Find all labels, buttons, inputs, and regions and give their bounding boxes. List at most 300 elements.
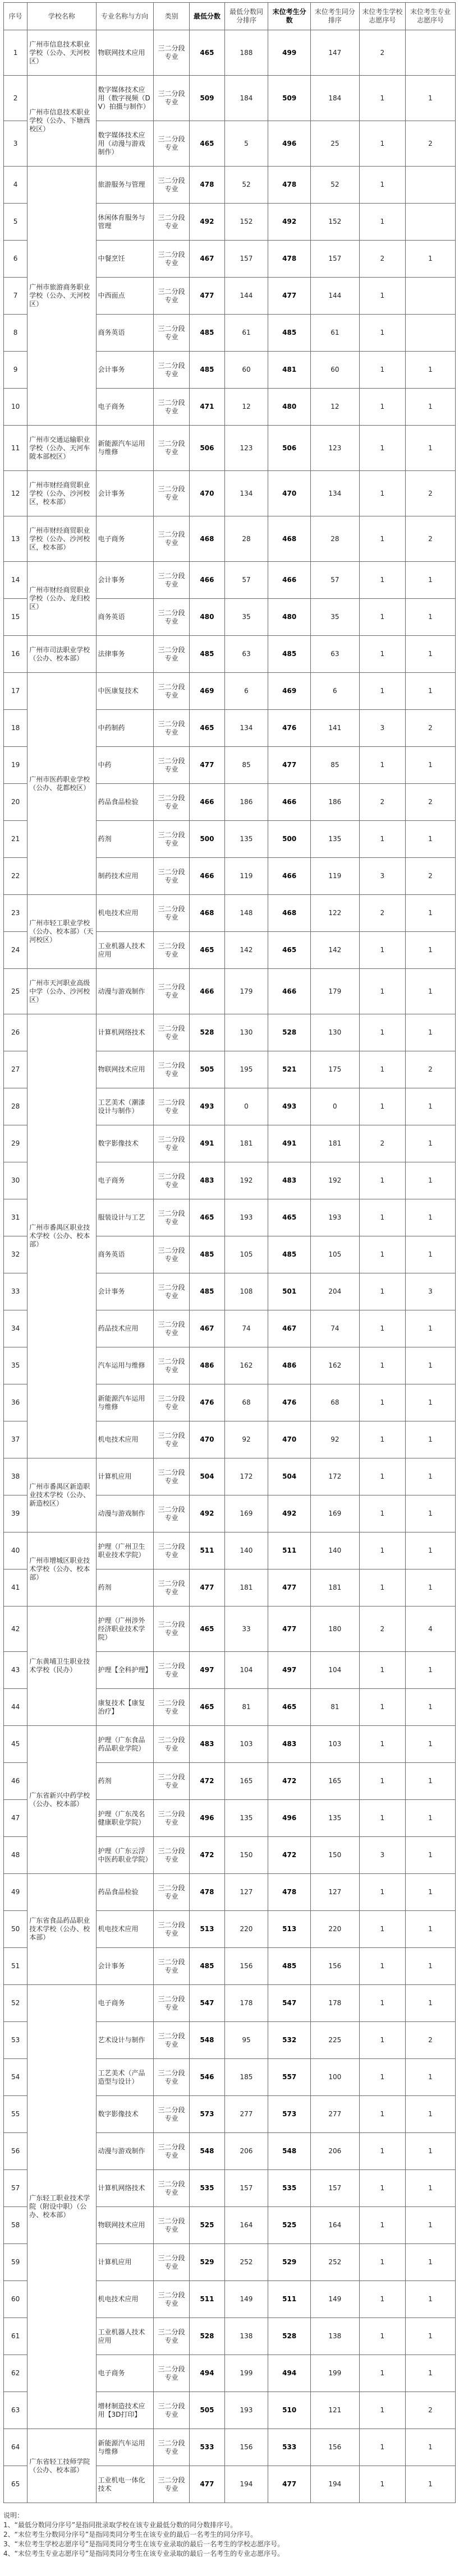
cell-school-pref: 2 <box>359 895 405 932</box>
cell-major: 药品食品检验 <box>96 784 153 821</box>
cell-major-pref: 1 <box>405 1421 455 1458</box>
cell-category: 三二分段专业 <box>153 352 189 389</box>
cell-no: 60 <box>4 2281 27 2318</box>
cell-last-score: 486 <box>268 1347 311 1384</box>
cell-category: 三二分段专业 <box>153 1837 189 1874</box>
cell-category: 三二分段专业 <box>153 2022 189 2059</box>
cell-min-rank: 57 <box>224 562 268 599</box>
cell-category: 三二分段专业 <box>153 747 189 784</box>
cell-school-pref: 1 <box>359 1985 405 2022</box>
cell-school: 广东省食品药品职业技术学校（公办、校本部） <box>27 1874 96 1985</box>
cell-last-score: 511 <box>268 2281 311 2318</box>
cell-no: 27 <box>4 1051 27 1088</box>
cell-min-score: 511 <box>190 1532 224 1569</box>
cell-school-pref: 1 <box>359 389 405 426</box>
cell-no: 29 <box>4 1125 27 1162</box>
cell-last-rank: 119 <box>310 858 359 895</box>
cell-no: 3 <box>4 121 27 167</box>
cell-school-pref: 1 <box>359 2244 405 2281</box>
table-row <box>4 969 456 1014</box>
note-line-1: 1、“最低分数同分序号”是指同批录取学校在该专业最低分数的同分数排序号。 <box>3 2521 237 2529</box>
cell-min-rank: 149 <box>224 2281 268 2318</box>
cell-last-rank: 157 <box>310 2170 359 2207</box>
cell-no: 45 <box>4 1726 27 1763</box>
cell-major: 会计事务 <box>96 1948 153 1985</box>
table-row <box>4 1874 456 1911</box>
cell-last-score: 528 <box>268 2318 311 2355</box>
cell-min-rank: 74 <box>224 1310 268 1347</box>
cell-min-score: 492 <box>190 1495 224 1532</box>
cell-min-rank: 164 <box>224 2207 268 2244</box>
cell-major: 计算机应用 <box>96 1458 153 1495</box>
cell-min-score: 467 <box>190 1310 224 1347</box>
cell-last-rank: 138 <box>310 2318 359 2355</box>
cell-school-pref: 1 <box>359 2022 405 2059</box>
cell-min-rank: 150 <box>224 1837 268 1874</box>
cell-no: 63 <box>4 2392 27 2429</box>
cell-last-rank: 12 <box>310 389 359 426</box>
cell-major-pref: 1 <box>405 1347 455 1384</box>
cell-category: 三二分段专业 <box>153 1310 189 1347</box>
cell-major-pref: 1 <box>405 1652 455 1689</box>
cell-major: 中医康复技术 <box>96 673 153 710</box>
cell-min-score: 529 <box>190 2244 224 2281</box>
cell-school-pref: 1 <box>359 1726 405 1763</box>
cell-major: 动漫与游戏制作 <box>96 1495 153 1532</box>
cell-no: 1 <box>4 30 27 76</box>
cell-last-score: 504 <box>268 1458 311 1495</box>
cell-major: 数字影像技术 <box>96 2096 153 2133</box>
cell-no: 22 <box>4 858 27 895</box>
cell-no: 12 <box>4 471 27 516</box>
cell-major-pref: 1 <box>405 2170 455 2207</box>
cell-school-pref: 1 <box>359 2133 405 2170</box>
cell-min-score: 528 <box>190 2318 224 2355</box>
cell-min-score: 477 <box>190 1569 224 1606</box>
cell-no: 2 <box>4 76 27 121</box>
cell-major-pref: 1 <box>405 1014 455 1051</box>
cell-major-pref: 2 <box>405 2022 455 2059</box>
cell-last-rank: 92 <box>310 1421 359 1458</box>
cell-major: 电子商务 <box>96 1162 153 1199</box>
cell-last-rank: 169 <box>310 1495 359 1532</box>
cell-no: 49 <box>4 1874 27 1911</box>
cell-category: 三二分段专业 <box>153 2355 189 2392</box>
cell-no: 11 <box>4 426 27 471</box>
cell-school-pref: 1 <box>359 1874 405 1911</box>
cell-major: 药剂 <box>96 821 153 858</box>
col-header-min-score: 最低分数 <box>190 3 224 30</box>
cell-category: 三二分段专业 <box>153 1689 189 1726</box>
cell-category: 三二分段专业 <box>153 673 189 710</box>
cell-min-score: 466 <box>190 784 224 821</box>
cell-major-pref: 1 <box>405 2355 455 2392</box>
cell-major: 新能源汽车运用与维修 <box>96 2429 153 2466</box>
cell-school-pref: 1 <box>359 204 405 241</box>
cell-school-pref: 1 <box>359 1273 405 1310</box>
cell-school-pref: 1 <box>359 747 405 784</box>
cell-category: 三二分段专业 <box>153 389 189 426</box>
cell-major-pref <box>405 315 455 352</box>
cell-min-rank: 134 <box>224 710 268 747</box>
cell-major-pref: 1 <box>405 821 455 858</box>
cell-last-rank: 144 <box>310 278 359 315</box>
cell-category: 三二分段专业 <box>153 2466 189 2503</box>
cell-major: 机电技术应用 <box>96 895 153 932</box>
table-row <box>4 1458 456 1495</box>
cell-min-rank: 52 <box>224 167 268 204</box>
cell-min-rank: 144 <box>224 278 268 315</box>
cell-min-score: 485 <box>190 352 224 389</box>
cell-no: 24 <box>4 932 27 969</box>
cell-major-pref: 1 <box>405 2466 455 2503</box>
cell-major-pref: 1 <box>405 1310 455 1347</box>
cell-category: 三二分段专业 <box>153 1763 189 1800</box>
cell-no: 10 <box>4 389 27 426</box>
cell-last-score: 465 <box>268 1199 311 1236</box>
cell-major: 新能源汽车运用与维修 <box>96 426 153 471</box>
cell-major-pref: 1 <box>405 2059 455 2096</box>
cell-last-score: 506 <box>268 426 311 471</box>
cell-major: 会计事务 <box>96 352 153 389</box>
cell-major-pref: 1 <box>405 1088 455 1125</box>
table-row <box>4 1726 456 1763</box>
table-row <box>4 2429 456 2466</box>
cell-min-rank: 169 <box>224 1495 268 1532</box>
cell-major-pref: 1 <box>405 2096 455 2133</box>
cell-last-score: 485 <box>268 1948 311 1985</box>
cell-last-score: 477 <box>268 747 311 784</box>
cell-no: 5 <box>4 204 27 241</box>
col-header-last-score: 末位考生分数 <box>268 3 311 30</box>
cell-major: 电子商务 <box>96 516 153 562</box>
cell-school-pref: 2 <box>359 241 405 278</box>
cell-min-rank: 184 <box>224 76 268 121</box>
cell-no: 62 <box>4 2355 27 2392</box>
cell-min-score: 485 <box>190 636 224 673</box>
cell-school-pref: 1 <box>359 1911 405 1948</box>
cell-last-rank: 6 <box>310 673 359 710</box>
cell-category: 三二分段专业 <box>153 932 189 969</box>
cell-category: 三二分段专业 <box>153 1652 189 1689</box>
cell-min-score: 548 <box>190 2022 224 2059</box>
cell-category: 三二分段专业 <box>153 1421 189 1458</box>
cell-no: 39 <box>4 1495 27 1532</box>
cell-last-score: 470 <box>268 471 311 516</box>
cell-school: 广州市财经商贸职业学校（公办、沙河校区，校本部） <box>27 516 96 562</box>
cell-major: 会计事务 <box>96 562 153 599</box>
cell-last-rank: 57 <box>310 562 359 599</box>
cell-min-score: 466 <box>190 969 224 1014</box>
cell-last-score: 476 <box>268 710 311 747</box>
cell-school: 广州市增城区职业技术学校（公办、校本部） <box>27 1532 96 1606</box>
cell-major-pref: 1 <box>405 895 455 932</box>
cell-min-rank: 188 <box>224 30 268 76</box>
cell-min-rank: 68 <box>224 1384 268 1421</box>
cell-major: 服装设计与工艺 <box>96 1199 153 1236</box>
cell-school-pref: 1 <box>359 471 405 516</box>
cell-last-rank: 28 <box>310 516 359 562</box>
table-row <box>4 1606 456 1652</box>
cell-major: 商务英语 <box>96 599 153 636</box>
cell-school: 广州市信息技术职业学校（公办、天河校区） <box>27 30 96 76</box>
cell-last-rank: 61 <box>310 315 359 352</box>
cell-school: 广州市番禺区职业技术学校（公办、校本部） <box>27 1014 96 1458</box>
cell-min-score: 525 <box>190 2207 224 2244</box>
cell-major: 计算机网络技术 <box>96 1014 153 1051</box>
cell-school-pref: 1 <box>359 278 405 315</box>
cell-major: 机电技术应用 <box>96 1911 153 1948</box>
cell-min-rank: 135 <box>224 821 268 858</box>
cell-min-score: 506 <box>190 426 224 471</box>
cell-no: 32 <box>4 1236 27 1273</box>
cell-min-score: 511 <box>190 2281 224 2318</box>
cell-min-score: 471 <box>190 389 224 426</box>
cell-min-score: 465 <box>190 1199 224 1236</box>
cell-min-score: 465 <box>190 121 224 167</box>
cell-school-pref: 1 <box>359 636 405 673</box>
cell-major: 休闲体育服务与管理 <box>96 204 153 241</box>
cell-last-score: 469 <box>268 673 311 710</box>
cell-last-score: 491 <box>268 1125 311 1162</box>
cell-major: 汽车运用与维修 <box>96 1347 153 1384</box>
cell-major: 增材制造技术应用【3D打印】 <box>96 2392 153 2429</box>
cell-major-pref: 1 <box>405 1162 455 1199</box>
cell-no: 61 <box>4 2318 27 2355</box>
table-row <box>4 673 456 710</box>
cell-major: 机电技术应用 <box>96 1421 153 1458</box>
cell-min-score: 470 <box>190 471 224 516</box>
cell-no: 19 <box>4 747 27 784</box>
cell-last-score: 485 <box>268 315 311 352</box>
cell-category: 三二分段专业 <box>153 2096 189 2133</box>
cell-school-pref: 1 <box>359 2281 405 2318</box>
cell-no: 7 <box>4 278 27 315</box>
col-header-major-pref: 末位考生专业志愿序号 <box>405 3 455 30</box>
cell-no: 23 <box>4 895 27 932</box>
cell-major-pref: 1 <box>405 1985 455 2022</box>
cell-major-pref: 1 <box>405 1532 455 1569</box>
cell-major-pref: 1 <box>405 969 455 1014</box>
notes-section <box>3 2511 456 2559</box>
cell-no: 20 <box>4 784 27 821</box>
cell-min-rank: 104 <box>224 1652 268 1689</box>
cell-major: 会计事务 <box>96 1273 153 1310</box>
cell-min-rank: 162 <box>224 1347 268 1384</box>
cell-last-rank: 175 <box>310 1051 359 1088</box>
cell-min-score: 476 <box>190 1384 224 1421</box>
cell-last-score: 535 <box>268 2170 311 2207</box>
cell-min-score: 535 <box>190 2170 224 2207</box>
cell-major-pref: 2 <box>405 471 455 516</box>
cell-no: 41 <box>4 1569 27 1606</box>
cell-school-pref: 1 <box>359 2429 405 2466</box>
cell-last-rank: 135 <box>310 1800 359 1837</box>
cell-last-rank: 103 <box>310 1726 359 1763</box>
cell-no: 25 <box>4 969 27 1014</box>
cell-last-rank: 149 <box>310 2281 359 2318</box>
cell-category: 三二分段专业 <box>153 1088 189 1125</box>
cell-major-pref <box>405 30 455 76</box>
cell-min-rank: 181 <box>224 1569 268 1606</box>
cell-last-score: 521 <box>268 1051 311 1088</box>
cell-school-pref: 1 <box>359 352 405 389</box>
cell-major: 护理（广东茂名健康职业学院） <box>96 1800 153 1837</box>
cell-min-score: 547 <box>190 1985 224 2022</box>
cell-major-pref: 1 <box>405 1837 455 1874</box>
cell-min-rank: 60 <box>224 352 268 389</box>
cell-min-rank: 206 <box>224 2133 268 2170</box>
cell-major: 康复技术【康复治疗】 <box>96 1689 153 1726</box>
cell-last-score: 497 <box>268 1652 311 1689</box>
cell-school: 广州市交通运输职业学校（公办、天河车陂本部校区） <box>27 426 96 471</box>
cell-school-pref: 1 <box>359 2466 405 2503</box>
cell-last-score: 494 <box>268 2355 311 2392</box>
cell-last-score: 496 <box>268 1800 311 1837</box>
cell-min-score: 478 <box>190 1874 224 1911</box>
cell-no: 18 <box>4 710 27 747</box>
cell-school-pref: 1 <box>359 1347 405 1384</box>
cell-no: 44 <box>4 1689 27 1726</box>
cell-school: 广州市信息技术职业学校（公办、下塘西校区） <box>27 76 96 167</box>
cell-category: 三二分段专业 <box>153 121 189 167</box>
cell-category: 三二分段专业 <box>153 315 189 352</box>
cell-last-rank: 179 <box>310 969 359 1014</box>
cell-school: 广州市番禺区新造职业技术学校（公办、新造校区） <box>27 1458 96 1532</box>
cell-last-score: 470 <box>268 1421 311 1458</box>
cell-last-rank: 152 <box>310 204 359 241</box>
cell-min-rank: 12 <box>224 389 268 426</box>
cell-min-rank: 81 <box>224 1689 268 1726</box>
cell-last-rank: 140 <box>310 1532 359 1569</box>
cell-no: 36 <box>4 1384 27 1421</box>
cell-last-score: 493 <box>268 1088 311 1125</box>
cell-last-rank: 52 <box>310 167 359 204</box>
cell-min-rank: 193 <box>224 2392 268 2429</box>
cell-min-score: 548 <box>190 2133 224 2170</box>
cell-major-pref: 2 <box>405 121 455 167</box>
cell-category: 三二分段专业 <box>153 426 189 471</box>
cell-last-score: 466 <box>268 562 311 599</box>
table-header-row <box>4 3 456 30</box>
cell-last-rank: 68 <box>310 1384 359 1421</box>
col-header-school: 学校名称 <box>27 3 96 30</box>
cell-min-rank: 172 <box>224 1458 268 1495</box>
cell-category: 三二分段专业 <box>153 895 189 932</box>
cell-last-rank: 204 <box>310 1273 359 1310</box>
cell-last-rank: 178 <box>310 1985 359 2022</box>
cell-no: 21 <box>4 821 27 858</box>
cell-category: 三二分段专业 <box>153 2133 189 2170</box>
cell-category: 三二分段专业 <box>153 167 189 204</box>
cell-no: 64 <box>4 2429 27 2466</box>
cell-category: 三二分段专业 <box>153 1236 189 1273</box>
cell-school: 广州市轻工职业学校（公办、校本部）（天河校区） <box>27 895 96 969</box>
cell-min-score: 505 <box>190 1051 224 1088</box>
cell-major: 护理（广州涉外经济职业技术学院） <box>96 1606 153 1652</box>
cell-min-score: 469 <box>190 673 224 710</box>
cell-school-pref: 1 <box>359 1689 405 1726</box>
cell-category: 三二分段专业 <box>153 636 189 673</box>
cell-category: 三二分段专业 <box>153 1874 189 1911</box>
cell-major: 数字媒体技术应用（动漫与游戏制作） <box>96 121 153 167</box>
cell-last-rank: 186 <box>310 784 359 821</box>
note-line-3: 3、“末位考生学校志愿序号”是指同类同分考生在该专业录取的最后一名考生的学校志愿序号。 <box>3 2540 284 2548</box>
cell-category: 三二分段专业 <box>153 2318 189 2355</box>
cell-min-rank: 135 <box>224 1800 268 1837</box>
cell-major-pref: 1 <box>405 1199 455 1236</box>
cell-school-pref: 1 <box>359 673 405 710</box>
cell-category: 三二分段专业 <box>153 471 189 516</box>
cell-last-score: 472 <box>268 1837 311 1874</box>
cell-school-pref: 1 <box>359 426 405 471</box>
cell-no: 33 <box>4 1273 27 1310</box>
cell-min-score: 485 <box>190 315 224 352</box>
cell-last-score: 529 <box>268 2244 311 2281</box>
cell-min-rank: 0 <box>224 1088 268 1125</box>
cell-min-score: 491 <box>190 1125 224 1162</box>
cell-min-score: 472 <box>190 1837 224 1874</box>
cell-category: 三二分段专业 <box>153 2207 189 2244</box>
cell-min-score: 478 <box>190 167 224 204</box>
cell-min-rank: 92 <box>224 1421 268 1458</box>
cell-min-score: 477 <box>190 747 224 784</box>
cell-category: 三二分段专业 <box>153 562 189 599</box>
cell-major: 商务英语 <box>96 1236 153 1273</box>
cell-last-score: 477 <box>268 1606 311 1652</box>
cell-category: 三二分段专业 <box>153 1125 189 1162</box>
cell-major: 计算机网络技术 <box>96 2170 153 2207</box>
cell-major: 工艺美术（潮漆设计与制作） <box>96 1088 153 1125</box>
cell-school-pref: 1 <box>359 2059 405 2096</box>
cell-min-score: 465 <box>190 932 224 969</box>
cell-last-score: 528 <box>268 1014 311 1051</box>
cell-category: 三二分段专业 <box>153 1014 189 1051</box>
cell-min-score: 513 <box>190 1911 224 1948</box>
cell-school-pref: 2 <box>359 1606 405 1652</box>
cell-min-score: 468 <box>190 516 224 562</box>
cell-school-pref: 1 <box>359 1800 405 1837</box>
note-line-2: 2、“末位考生分数同分序号”是指同类同分考生在该专业的最后一名考生的同分序号。 <box>3 2531 258 2538</box>
cell-school-pref: 1 <box>359 562 405 599</box>
cell-last-rank: 121 <box>310 2392 359 2429</box>
cell-school-pref: 1 <box>359 1310 405 1347</box>
col-header-last-rank: 末位考生同分排序 <box>310 3 359 30</box>
cell-no: 15 <box>4 599 27 636</box>
cell-school-pref: 1 <box>359 1014 405 1051</box>
cell-no: 28 <box>4 1088 27 1125</box>
cell-min-rank: 181 <box>224 1125 268 1162</box>
cell-major: 法律事务 <box>96 636 153 673</box>
cell-no: 53 <box>4 2022 27 2059</box>
cell-major: 计算机应用 <box>96 2244 153 2281</box>
cell-school: 广州市旅游商务职业学校（公办、天河校区） <box>27 167 96 426</box>
table-row <box>4 1014 456 1051</box>
cell-school-pref: 1 <box>359 315 405 352</box>
cell-last-score: 467 <box>268 1310 311 1347</box>
cell-school: 广州市天河职业高级中学（公办、沙河校区） <box>27 969 96 1014</box>
cell-major-pref: 2 <box>405 710 455 747</box>
cell-min-rank: 140 <box>224 1532 268 1569</box>
cell-min-rank: 157 <box>224 241 268 278</box>
cell-min-rank: 156 <box>224 2429 268 2466</box>
cell-category: 三二分段专业 <box>153 1606 189 1652</box>
cell-category: 三二分段专业 <box>153 1273 189 1310</box>
cell-min-rank: 220 <box>224 1911 268 1948</box>
cell-category: 三二分段专业 <box>153 710 189 747</box>
cell-last-score: 481 <box>268 352 311 389</box>
cell-last-rank: 63 <box>310 636 359 673</box>
